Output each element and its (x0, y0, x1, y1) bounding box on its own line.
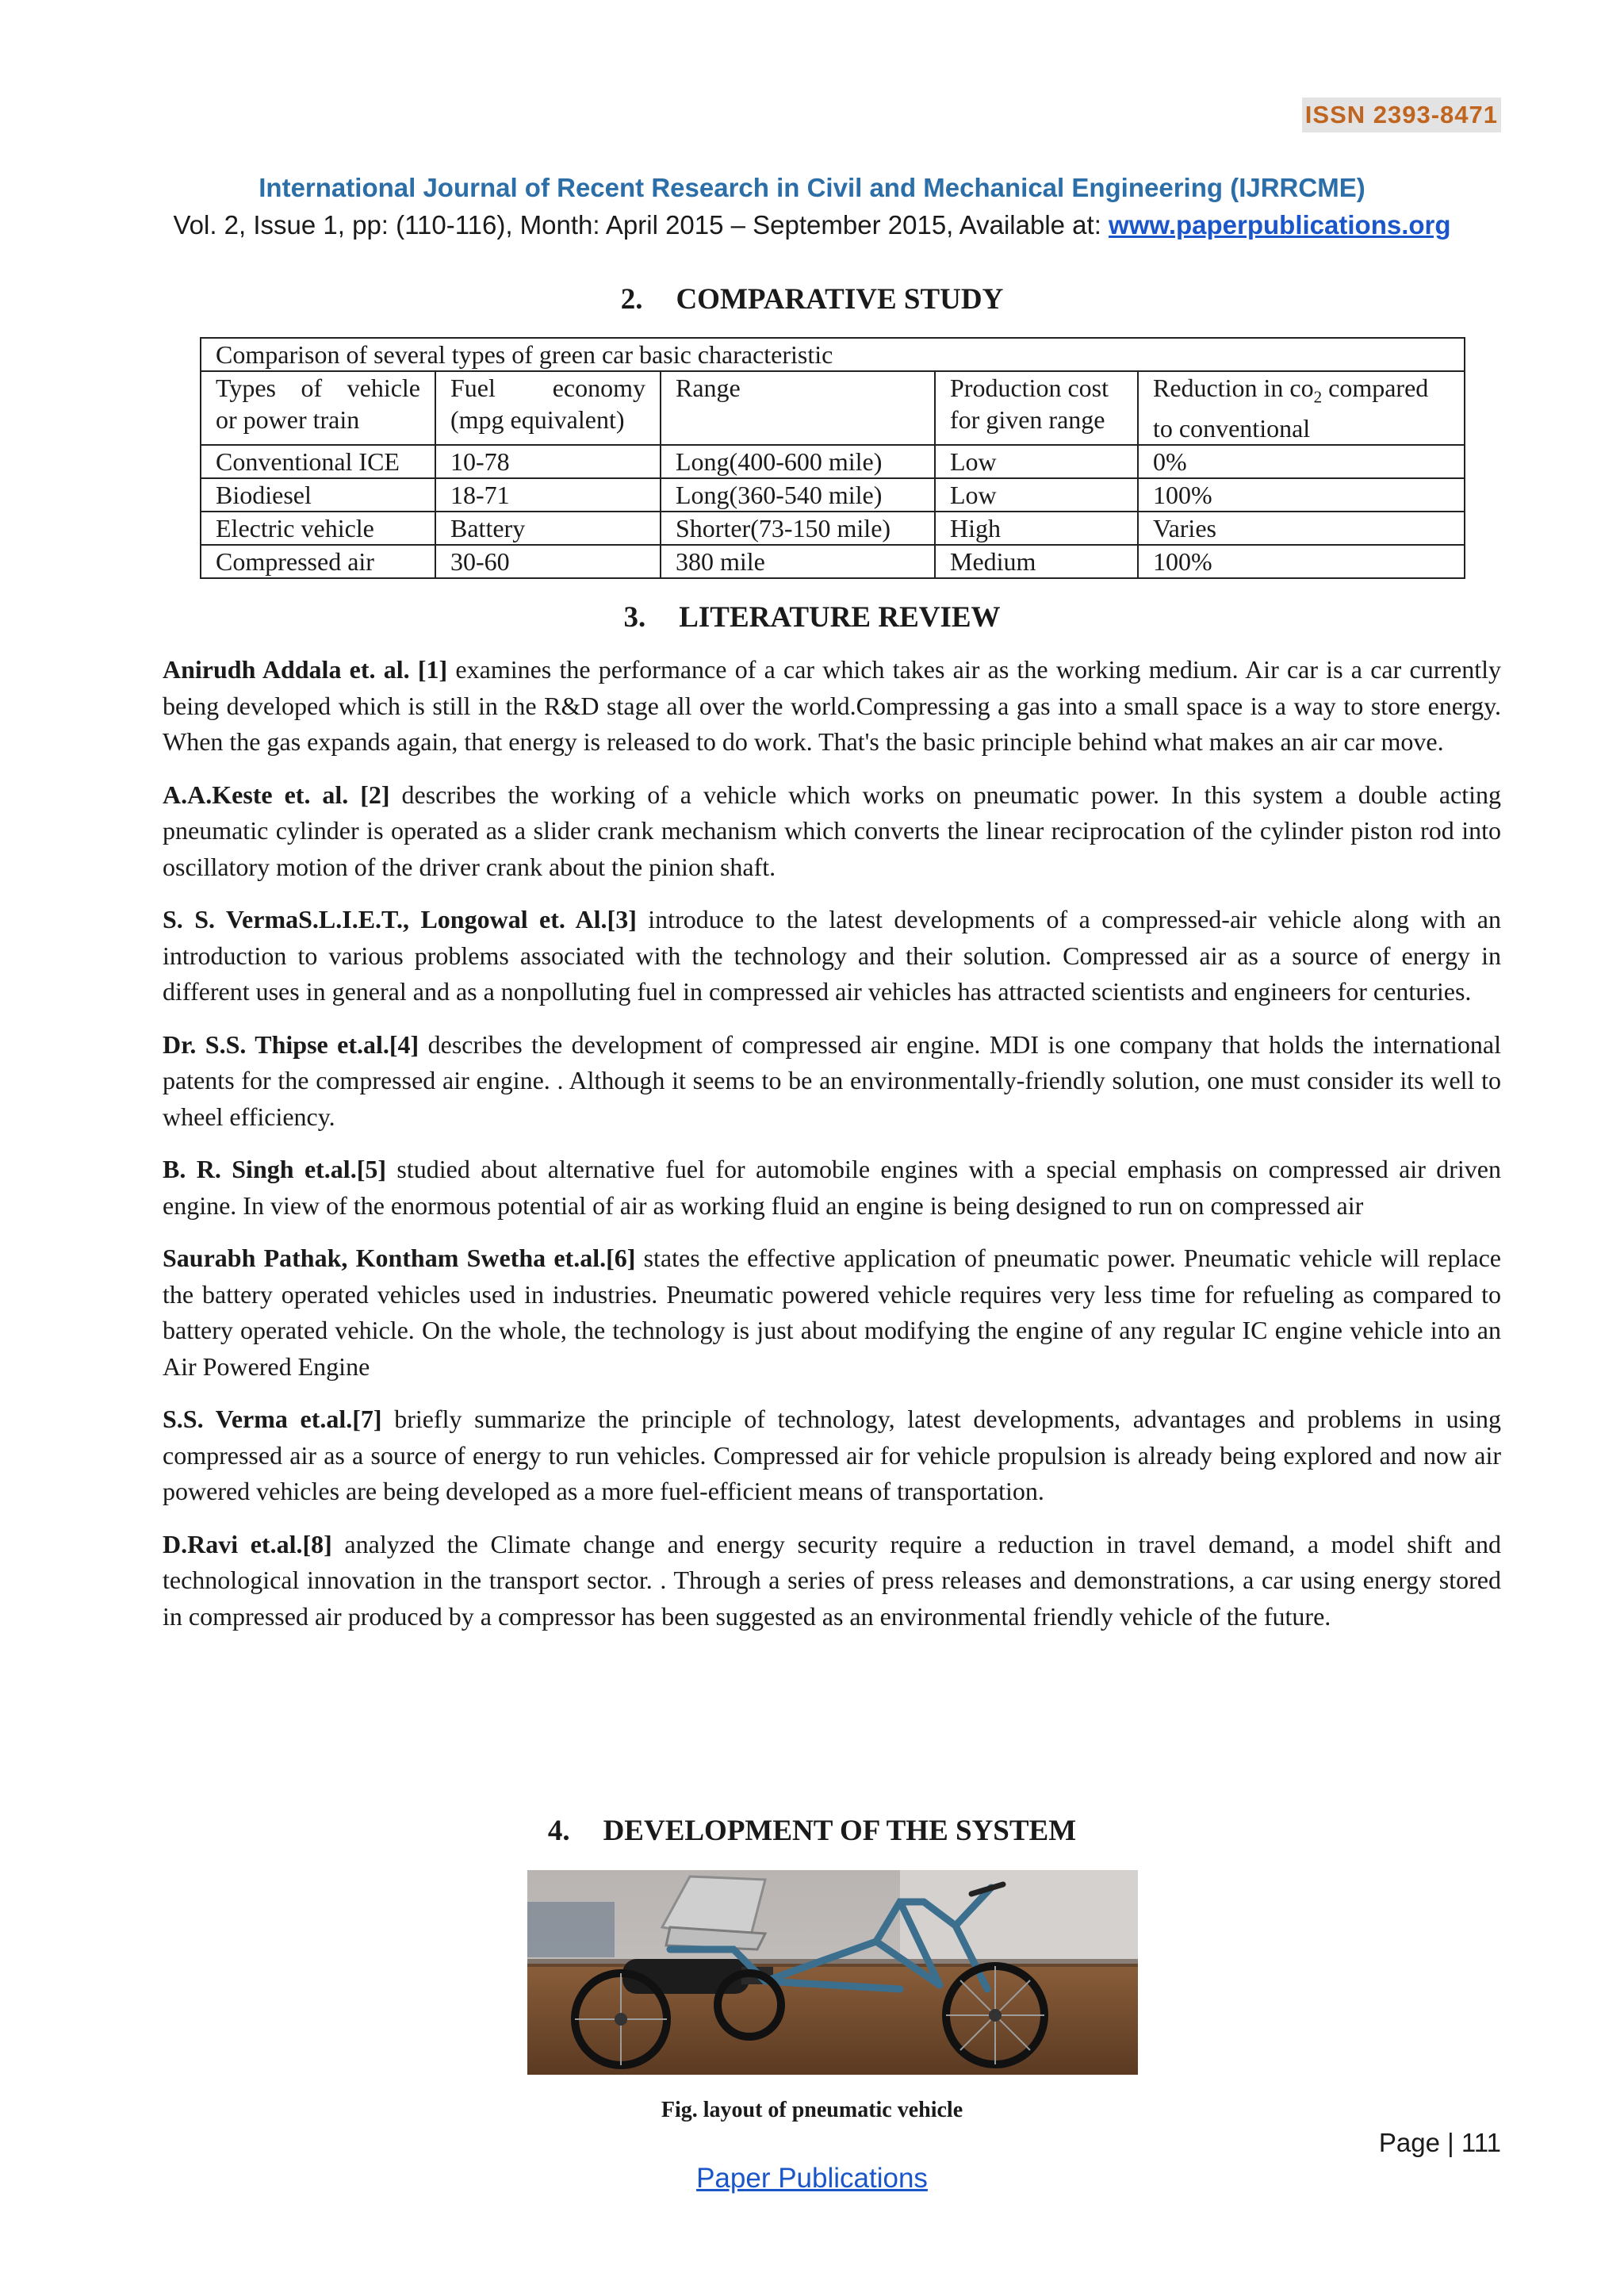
header-text-part: compared (1322, 374, 1429, 402)
header-co2-reduction (1138, 371, 1465, 445)
table-cell: 30-60 (435, 545, 661, 578)
section-heading-development (0, 1814, 1624, 1848)
review-text: describes the working of a vehicle which works on pneumatic power. In this system a double acting pneumatic cylinder is operated as a slider crank mechanism which converts the linear reciprocation of the cylinder piston rod into oscillatory motion of the driver crank about the pinion shaft. (163, 780, 1502, 881)
table-cell: High (935, 512, 1138, 545)
header-text: or power train (216, 405, 360, 434)
review-author: Dr. S.S. Thipse et.al.[4] (163, 1029, 419, 1059)
literature-review-body (163, 652, 1501, 1651)
table-cell: Electric vehicle (201, 512, 435, 545)
review-text: states the effective application of pneumatic power. Pneumatic vehicle will replace the battery operated vehicles used in industries. Pneumatic powered vehicle requires very less time for refueling as compared to battery operated vehicle. On the whole, the technology is just about modifying the engine of any regular IC engine vehicle into an Air Powered Engine (163, 1244, 1502, 1381)
table-cell: Biodiesel (201, 478, 435, 512)
section-number: 2. (620, 283, 643, 316)
review-text: examines the performance of a car which takes air as the working medium. Air car is a car currently being developed which is still in the R&D stage all over the world.Compressing a gas into a small space is a way to store energy. When the gas expands again, that energy is released to do work. That's the basic principle behind what makes an air car move. (163, 655, 1502, 756)
table-cell: 100% (1138, 478, 1465, 512)
table-cell: Medium (935, 545, 1138, 578)
table-cell: Low (935, 478, 1138, 512)
co2-subscript: 2 (1313, 387, 1323, 407)
review-author: D.Ravi et.al.[8] (163, 1529, 332, 1558)
table-cell: 10-78 (435, 445, 661, 478)
table-caption-row (201, 338, 1465, 371)
review-text: analyzed the Climate change and energy security require a reduction in travel demand, a model shift and technological innovation in the transport sector. . Through a series of press releases and demonstrations, a car using energy stored in compressed air produced by a compressor has been suggested as an environmental friendly vehicle of the future. (163, 1529, 1502, 1631)
journal-website-link[interactable]: www.paperpublications.org (1109, 210, 1451, 240)
table-row (201, 512, 1465, 545)
table-cell: Low (935, 445, 1138, 478)
vehicle-illustration (527, 1870, 1138, 2075)
pneumatic-vehicle-photo (527, 1870, 1138, 2075)
review-paragraph (163, 1240, 1501, 1385)
section-title: DEVELOPMENT OF THE SYSTEM (603, 1815, 1077, 1847)
comparison-table (200, 337, 1465, 579)
table-cell: 380 mile (661, 545, 935, 578)
section-number: 4. (547, 1815, 570, 1847)
header-text: Types of vehicle (216, 374, 420, 402)
header-text: Fuel economy (450, 374, 645, 402)
header-text (1153, 372, 1450, 412)
header-text: for given range (950, 405, 1105, 434)
table-cell: Compressed air (201, 545, 435, 578)
table-cell: 18-71 (435, 478, 661, 512)
table-header-row (201, 371, 1465, 445)
table-cell: 100% (1138, 545, 1465, 578)
table-cell: Varies (1138, 512, 1465, 545)
table-cell: Battery (435, 512, 661, 545)
section-title: COMPARATIVE STUDY (676, 283, 1004, 316)
review-text: introduce to the latest developments of a compressed-air vehicle along with an introduction to various problems associated with the technology and their solution. Compressed air as a source of energy in different uses in general and as a nonpolluting fuel in compressed air vehicles has attracted scientists and engineers for centuries. (163, 905, 1502, 1006)
figure-caption: Fig. layout of pneumatic vehicle (661, 2098, 963, 2122)
table-cell: Conventional ICE (201, 445, 435, 478)
page-number: Page | 111 (1378, 2128, 1501, 2157)
table-row (201, 445, 1465, 478)
journal-issue-info: Vol. 2, Issue 1, pp: (110-116), Month: April 2015 – September 2015, Available at: (173, 210, 1109, 240)
review-paragraph (163, 1527, 1501, 1635)
table-cell: Long(360-540 mile) (661, 478, 935, 512)
header-production-cost (935, 371, 1138, 445)
review-author: Saurabh Pathak, Kontham Swetha et.al.[6] (163, 1244, 636, 1272)
review-author: B. R. Singh et.al.[5] (163, 1155, 387, 1183)
review-paragraph (163, 1401, 1501, 1510)
table-cell: Shorter(73-150 mile) (661, 512, 935, 545)
section-heading-comparative-study (0, 282, 1624, 316)
review-paragraph (163, 1027, 1501, 1136)
table-caption: Comparison of several types of green car basic characteristic (201, 338, 1465, 371)
header-vehicle-type (201, 371, 435, 445)
issn-badge: ISSN 2393-8471 (1302, 98, 1501, 132)
header-fuel-economy (435, 371, 661, 445)
header-text: to conventional (1153, 414, 1311, 443)
review-paragraph (163, 1152, 1501, 1224)
header-range: Range (661, 371, 935, 445)
review-paragraph (163, 777, 1501, 886)
review-text: studied about alternative fuel for automobile engines with a special emphasis on compressed air driven engine. In view of the enormous potential of air as working fluid an engine is being designed to run on compressed air (163, 1155, 1502, 1220)
table-cell: Long(400-600 mile) (661, 445, 935, 478)
review-author: A.A.Keste et. al. [2] (163, 780, 390, 809)
review-author: S.S. Verma et.al.[7] (163, 1405, 382, 1433)
header-text: Production cost (950, 374, 1109, 402)
section-number: 3. (623, 601, 646, 634)
review-author: S. S. VermaS.L.I.E.T., Longowal et. Al.[3] (163, 905, 637, 933)
header-text: (mpg equivalent) (450, 405, 625, 434)
review-paragraph (163, 902, 1501, 1010)
table-row (201, 478, 1465, 512)
review-text: briefly summarize the principle of technology, latest developments, advantages and problems in using compressed air as a source of energy to run vehicles. Compressed air for vehicle propulsion is already being explored and now air powered vehicles are being developed as a more fuel-efficient means of transportation. (163, 1405, 1502, 1505)
table-row (201, 545, 1465, 578)
publisher-link[interactable]: Paper Publications (696, 2163, 928, 2194)
review-text: describes the development of compressed air engine. MDI is one company that holds the international patents for the compressed air engine. . Although it seems to be an environmentally-friendly solution, one must consider its well to wheel efficiency. (163, 1029, 1502, 1131)
review-paragraph (163, 652, 1501, 761)
review-author: Anirudh Addala et. al. [1] (163, 655, 448, 684)
header-text-part: Reduction in co (1153, 374, 1314, 402)
table-cell: 0% (1138, 445, 1465, 478)
journal-title: International Journal of Recent Research in Civil and Mechanical Engineering (IJRRCME) (259, 173, 1365, 202)
section-heading-literature-review (0, 600, 1624, 634)
journal-subtitle (0, 210, 1624, 240)
section-title: LITERATURE REVIEW (679, 601, 1001, 634)
